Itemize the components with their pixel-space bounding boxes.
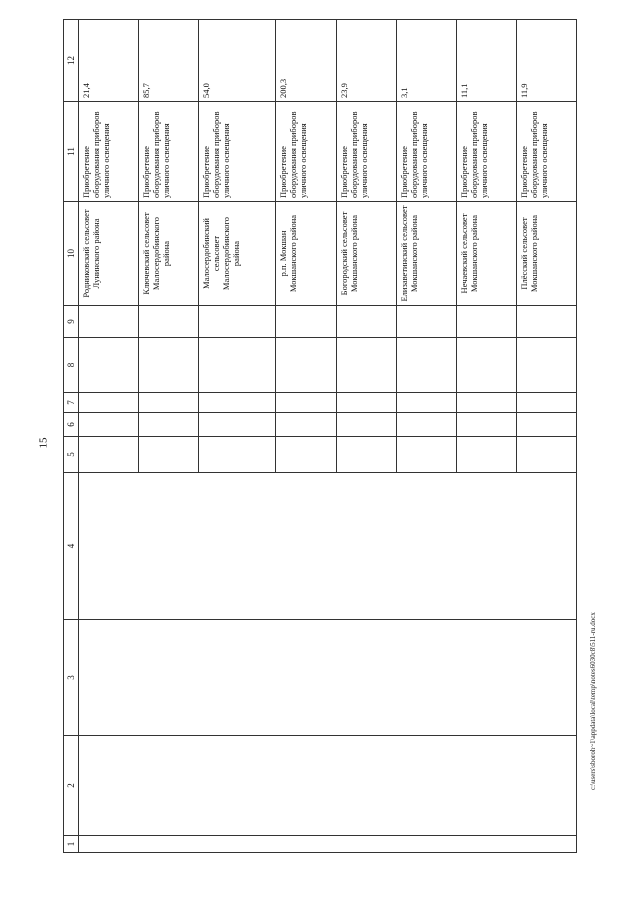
cell-col-7 xyxy=(139,393,199,413)
recipient-cell: Богородский сельсовет Мокшанского района xyxy=(336,202,396,306)
cell-col-7 xyxy=(516,393,576,413)
col-header-11: 11 xyxy=(64,102,79,202)
amount-cell: 11,9 xyxy=(516,20,576,102)
cell-col-9 xyxy=(199,306,276,338)
cell-col-7 xyxy=(336,393,396,413)
cell-col-8 xyxy=(516,338,576,393)
cell-col-5 xyxy=(276,437,336,473)
recipient-cell: Плёсский сельсовет Мокшанского района xyxy=(516,202,576,306)
purpose-cell: Приобретение оборудования приборов уличного освещения xyxy=(456,102,516,202)
cell-col-3 xyxy=(79,620,577,736)
purpose-cell: Приобретение оборудования приборов уличного освещения xyxy=(199,102,276,202)
purpose-cell: Приобретение оборудования приборов уличного освещения xyxy=(79,102,139,202)
cell-col-2 xyxy=(79,736,577,836)
cell-col-5 xyxy=(199,437,276,473)
col-header-10: 10 xyxy=(64,202,79,306)
cell-col-8 xyxy=(199,338,276,393)
recipient-cell: Нечаевский сельсовет Мокшанского района xyxy=(456,202,516,306)
cell-col-8 xyxy=(276,338,336,393)
cell-col-8 xyxy=(456,338,516,393)
cell-col-5 xyxy=(79,437,139,473)
cell-col-7 xyxy=(276,393,336,413)
cell-col-5 xyxy=(456,437,516,473)
cell-col-6 xyxy=(139,413,199,437)
amount-cell: 54,0 xyxy=(199,20,276,102)
table-row xyxy=(79,20,139,853)
cell-col-6 xyxy=(336,413,396,437)
cell-col-8 xyxy=(79,338,139,393)
cell-col-9 xyxy=(79,306,139,338)
cell-col-7 xyxy=(199,393,276,413)
amount-cell: 200,3 xyxy=(276,20,336,102)
col-header-6: 6 xyxy=(64,413,79,437)
recipient-cell: Родниковский сельсовет Лунинского района xyxy=(79,202,139,306)
cell-col-8 xyxy=(396,338,456,393)
amount-cell: 11,1 xyxy=(456,20,516,102)
purpose-cell: Приобретение оборудования приборов уличного освещения xyxy=(396,102,456,202)
cell-col-5 xyxy=(139,437,199,473)
recipient-cell: Малосердобинский сельсовет Малосердобинского района xyxy=(199,202,276,306)
cell-col-9 xyxy=(396,306,456,338)
cell-col-8 xyxy=(139,338,199,393)
col-header-1: 1 xyxy=(64,836,79,853)
cell-col-9 xyxy=(516,306,576,338)
col-header-3: 3 xyxy=(64,620,79,736)
col-header-2: 2 xyxy=(64,736,79,836)
cell-col-6 xyxy=(199,413,276,437)
amount-cell: 3,1 xyxy=(396,20,456,102)
header-row xyxy=(64,20,79,853)
cell-col-5 xyxy=(396,437,456,473)
cell-col-9 xyxy=(336,306,396,338)
cell-col-5 xyxy=(336,437,396,473)
cell-col-8 xyxy=(336,338,396,393)
col-header-4: 4 xyxy=(64,473,79,620)
amount-cell: 85,7 xyxy=(139,20,199,102)
page-number: 15 xyxy=(37,437,50,449)
col-header-12: 12 xyxy=(64,20,79,102)
purpose-cell: Приобретение оборудования приборов уличного освещения xyxy=(516,102,576,202)
purpose-cell: Приобретение оборудования приборов уличного освещения xyxy=(336,102,396,202)
cell-col-7 xyxy=(396,393,456,413)
cell-col-6 xyxy=(276,413,336,437)
amount-cell: 21,4 xyxy=(79,20,139,102)
col-header-9: 9 xyxy=(64,306,79,338)
cell-col-6 xyxy=(516,413,576,437)
cell-col-7 xyxy=(456,393,516,413)
cell-col-9 xyxy=(276,306,336,338)
amount-cell: 23,9 xyxy=(336,20,396,102)
col-header-8: 8 xyxy=(64,338,79,393)
rotated-table xyxy=(63,20,577,853)
recipient-cell: Елизаветинский сельсовет Мокшанского района xyxy=(396,202,456,306)
cell-col-6 xyxy=(456,413,516,437)
purpose-cell: Приобретение оборудования приборов уличного освещения xyxy=(276,102,336,202)
cell-col-9 xyxy=(139,306,199,338)
cell-col-6 xyxy=(79,413,139,437)
cell-col-5 xyxy=(516,437,576,473)
file-path-footer: c:\users\sboroh~1\appdata\local\temp\notes6030c8\511-ru.docx xyxy=(589,612,597,790)
cell-col-6 xyxy=(396,413,456,437)
purpose-cell: Приобретение оборудования приборов уличного освещения xyxy=(139,102,199,202)
col-header-5: 5 xyxy=(64,437,79,473)
recipient-cell: Ключевский сельсовет Малосердобинского района xyxy=(139,202,199,306)
table-container xyxy=(63,20,577,853)
recipient-cell: р.п. Мокшан Мокшанского района xyxy=(276,202,336,306)
cell-col-7 xyxy=(79,393,139,413)
cell-col-9 xyxy=(456,306,516,338)
cell-col-4 xyxy=(79,473,577,620)
data-table xyxy=(63,19,577,853)
col-header-7: 7 xyxy=(64,393,79,413)
cell-col-1 xyxy=(79,836,577,853)
